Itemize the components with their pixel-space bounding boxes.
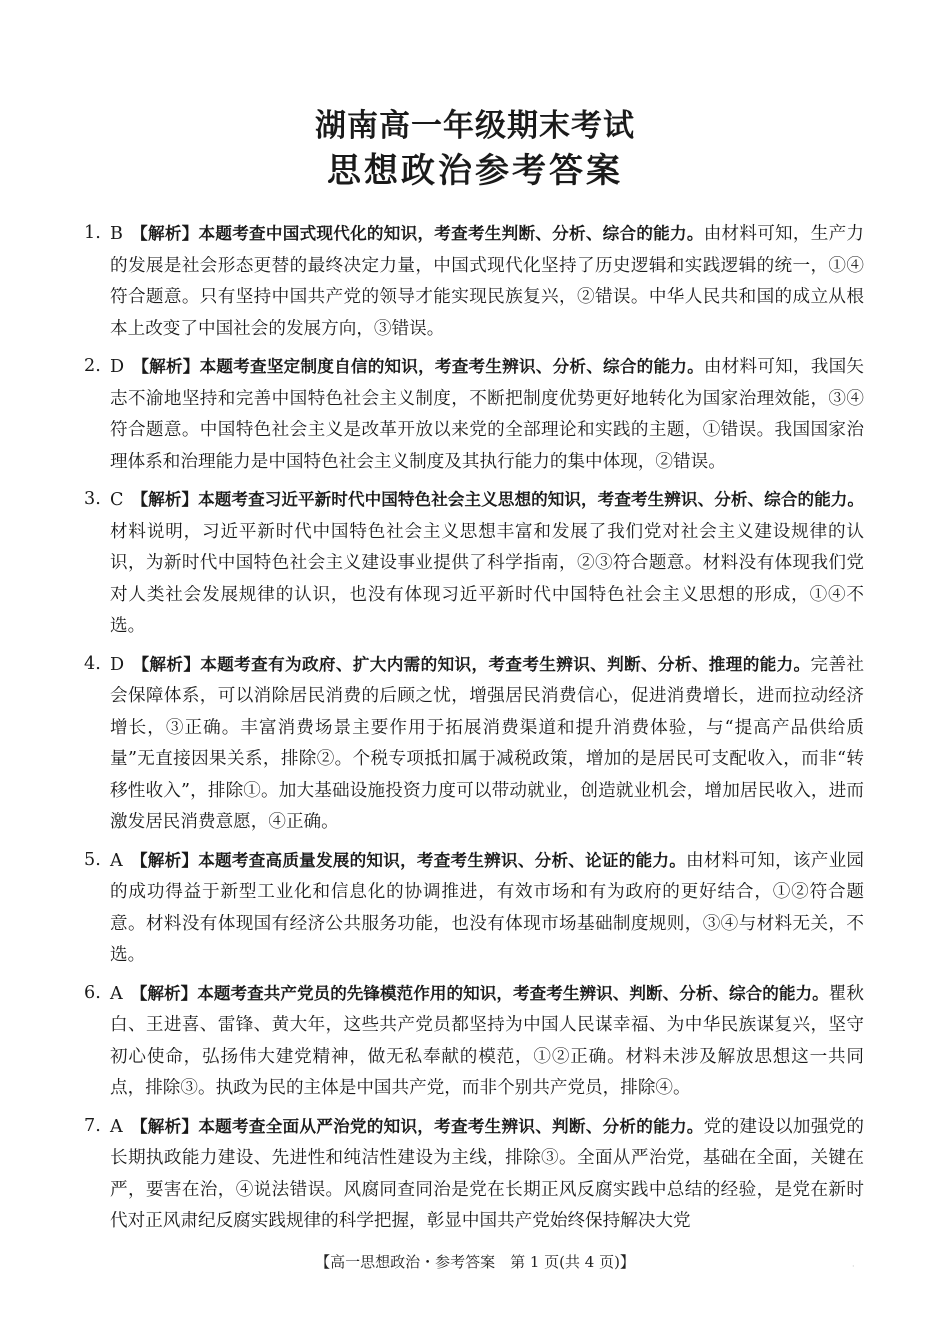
answer-choice: A	[110, 1116, 123, 1137]
answer-choice: D	[110, 357, 125, 377]
answer-number: 7.	[84, 1115, 101, 1136]
answer-number: 3.	[84, 489, 101, 509]
answer-choice: B	[110, 224, 123, 244]
analysis-tag: 【解析】	[130, 983, 198, 1003]
analysis-body: 瞿秋白、王进喜、雷锋、黄大年，这些共产党员都坚持为中国人民谋幸福、为中华民族谋复兴，坚守初心使命，弘扬伟大建党精神，做无私奉献的模范，①②正确。材料未涉及解放思想这一共同点，排除③。执政为民的主体是中国共产党，而非个别共产党员，排除④。	[110, 983, 864, 1098]
analysis-body: 由材料可知，生产力的发展是社会形态更替的最终决定力量，中国式现代化坚持了历史逻辑和实践逻辑的统一，①④符合题意。只有坚持中国共产党的领导才能实现民族复兴，②错误。中华人民共和国的成立从根本上改变了中国社会的发展方向，③错误。	[110, 224, 865, 339]
analysis-lead: 本题考查中国式现代化的知识，考查考生判断、分析、综合的能力。	[198, 224, 704, 243]
analysis-tag: 【解析】	[132, 654, 201, 674]
answer-item-5	[84, 845, 864, 972]
answer-item-7	[84, 1111, 864, 1238]
analysis-body: 材料说明，习近平新时代中国特色社会主义思想丰富和发展了我们党对社会主义建设规律的认识，为新时代中国特色社会主义建设事业提供了科学指南，②③符合题意。材料没有体现我们党对人类社会发展规律的认识，也没有体现习近平新时代中国特色社会主义思想的形成，①④不选。	[110, 521, 864, 636]
answer-list	[84, 218, 864, 1244]
analysis-tag: 【解析】	[131, 490, 199, 509]
document-subtitle: 思想政治参考答案	[327, 151, 623, 191]
scan-mark: ·	[852, 1262, 855, 1271]
answer-number: 5.	[84, 849, 101, 870]
answer-item-3	[84, 484, 864, 643]
answer-item-6	[84, 978, 864, 1105]
analysis-body: 由材料可知，该产业园的成功得益于新型工业化和信息化的协调推进，有效市场和有为政府的更好结合，①②符合题意。材料没有体现国有经济公共服务功能，也没有体现市场基础制度规则，③④与材料无关，不选。	[110, 850, 865, 965]
analysis-body: 完善社会保障体系，可以消除居民消费的后顾之忧，增强居民消费信心，促进消费增长，进而拉动经济增长，③正确。丰富消费场景主要作用于拓展消费渠道和提升消费体验，与“提高产品供给质量”无直接因果关系，排除②。个税专项抵扣属于减税政策，增加的是居民可支配收入，而非“转移性收入”，排除①。加大基础设施投资力度可以带动就业，创造就业机会，增加居民收入，进而激发居民消费意愿，④正确。	[110, 654, 864, 832]
answer-number: 6.	[84, 982, 101, 1003]
answer-number: 4.	[84, 653, 101, 674]
analysis-body: 由材料可知，我国矢志不渝地坚持和完善中国特色社会主义制度，不断把制度优势更好地转化为国家治理效能，③④符合题意。中国特色社会主义是改革开放以来党的全部理论和实践的主题，①错误。我国国家治理体系和治理能力是中国特色社会主义制度及其执行能力的集中体现，②错误。	[110, 357, 865, 472]
analysis-lead: 本题考查全面从严治党的知识，考查考生辨识、判断、分析的能力。	[198, 1116, 704, 1136]
analysis-lead: 本题考查高质量发展的知识，考查考生辨识、分析、论证的能力。	[198, 850, 687, 870]
answer-item-1	[84, 218, 864, 345]
analysis-tag: 【解析】	[130, 850, 199, 870]
analysis-body: 党的建设以加强党的长期执政能力建设、先进性和纯洁性建设为主线，排除③。全面从严治党，基础在全面，关键在严，要害在治，④说法错误。风腐同查同治是党在长期正风反腐实践中总结的经验，是党在新时代对正风肃纪反腐实践规律的科学把握，彰显中国共产党始终保持解决大党	[110, 1116, 864, 1231]
analysis-tag: 【解析】	[130, 224, 199, 243]
page-footer: 【高一思想政治・参考答案 第 1 页(共 4 页)】	[315, 1253, 635, 1271]
answer-number: 1.	[84, 223, 101, 243]
answer-item-4	[84, 649, 864, 839]
analysis-lead: 本题考查有为政府、扩大内需的知识，考查考生辨识、判断、分析、推理的能力。	[200, 654, 811, 674]
answer-choice: A	[110, 850, 123, 871]
analysis-lead: 本题考查共产党员的先锋模范作用的知识，考查考生辨识、判断、分析、综合的能力。	[197, 983, 829, 1003]
answer-choice: C	[110, 490, 124, 510]
answer-choice: A	[110, 983, 123, 1004]
analysis-lead: 本题考查坚定制度自信的知识，考查考生辨识、分析、综合的能力。	[199, 357, 704, 376]
analysis-lead: 本题考查习近平新时代中国特色社会主义思想的知识，考查考生辨识、分析、综合的能力。	[198, 490, 865, 509]
analysis-tag: 【解析】	[132, 357, 200, 376]
answer-choice: D	[110, 654, 125, 675]
answer-item-2	[84, 351, 864, 478]
analysis-tag: 【解析】	[130, 1116, 199, 1136]
document-title: 湖南高一年级期末考试	[315, 108, 635, 144]
answer-number: 2.	[84, 356, 101, 376]
